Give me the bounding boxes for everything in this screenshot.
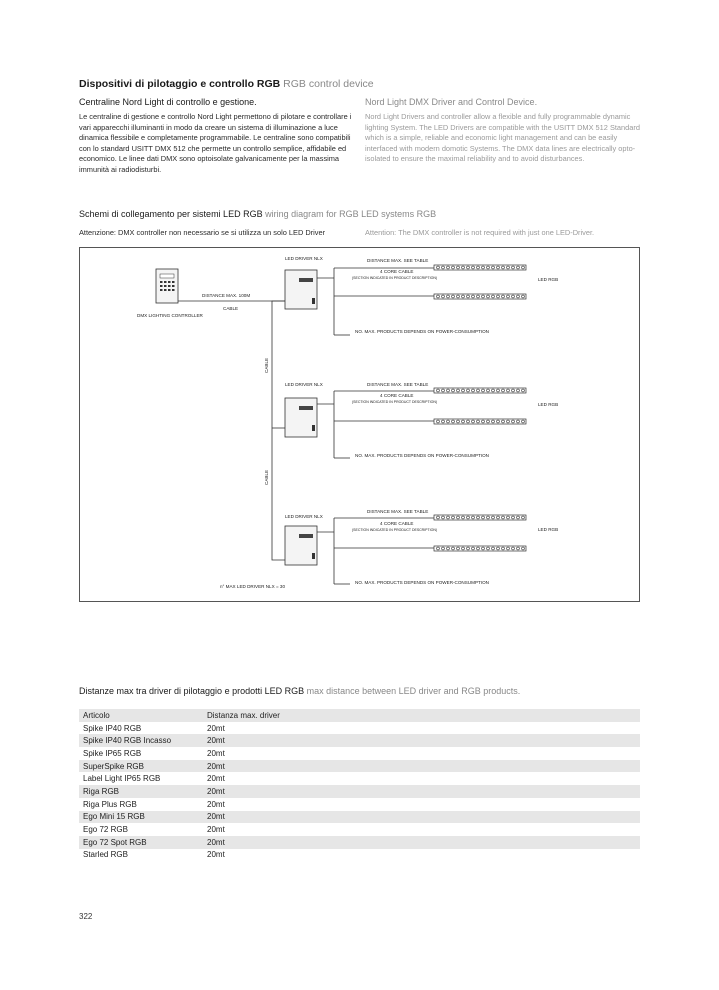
page-title [79, 78, 374, 90]
cell-article: SuperSpike RGB [83, 761, 144, 771]
section-note-label: (SECTION INDICATED IN PRODUCT DESCRIPTION) [352, 528, 438, 532]
title-it: Dispositivi di pilotaggio e controllo RGB [79, 78, 281, 90]
led-strip [434, 294, 526, 299]
distance-see-table-label: DISTANCE MAX. SEE TABLE [367, 258, 429, 263]
table-row [79, 734, 640, 747]
cell-distance: 20mt [207, 825, 225, 835]
cable-vertical-label-1: CABLE [264, 357, 269, 373]
table-row [79, 760, 640, 773]
wiring-note-en: Attention: The DMX controller is not required with just one LED-Driver. [365, 228, 595, 237]
page-number: 322 [79, 912, 93, 921]
led-rgb-label: LED RGB [538, 277, 559, 282]
max-products-label: NO. MAX. PRODUCTS DEPENDS ON POWER-CONSUMPTION [355, 329, 489, 334]
table-row [79, 798, 640, 811]
table-row [79, 836, 640, 849]
table-row [79, 823, 640, 836]
wiring-note-it: Attenzione: DMX controller non necessario se si utilizza un solo LED Driver [79, 228, 326, 237]
cell-article: Spike IP65 RGB [83, 748, 142, 758]
led-rgb-label: LED RGB [538, 402, 559, 407]
max-products-label: NO. MAX. PRODUCTS DEPENDS ON POWER-CONSUMPTION [355, 453, 489, 458]
distance-see-table-label: DISTANCE MAX. SEE TABLE [367, 509, 429, 514]
cell-article: Ego 72 RGB [83, 825, 128, 835]
cell-distance: 20mt [207, 786, 225, 796]
distances-heading-en: max distance between LED driver and RGB products. [304, 686, 521, 696]
core-cable-label: 4 CORE CABLE [380, 393, 414, 398]
led-strip [434, 515, 526, 520]
max-products-label: NO. MAX. PRODUCTS DEPENDS ON POWER-CONSUMPTION [355, 580, 489, 585]
section-note-label: (SECTION INDICATED IN PRODUCT DESCRIPTION) [352, 400, 438, 404]
dmx-controller-device [156, 269, 178, 303]
cable-label: CABLE [223, 306, 239, 311]
cell-distance: 20mt [207, 774, 225, 784]
table-row [79, 811, 640, 824]
wiring-heading [79, 209, 436, 219]
driver-label: LED DRIVER NLX [285, 514, 323, 519]
cell-article: Ego 72 Spot RGB [83, 837, 147, 847]
driver-label: LED DRIVER NLX [285, 382, 323, 387]
table-row [79, 747, 640, 760]
column-header-distance: Distanza max. driver [207, 710, 280, 720]
cell-distance: 20mt [207, 761, 225, 771]
table-row [79, 849, 640, 862]
table-row [79, 785, 640, 798]
cell-distance: 20mt [207, 837, 225, 847]
cell-distance: 20mt [207, 723, 225, 733]
title-en: RGB control device [280, 78, 374, 90]
cell-article: Riga Plus RGB [83, 799, 137, 809]
max-drivers-label: n° MAX LED DRIVER NLX = 30 [220, 584, 286, 589]
trunk-lines [178, 301, 285, 560]
cell-distance: 20mt [207, 736, 225, 746]
led-strip [434, 388, 526, 393]
column-header-article: Articolo [83, 710, 110, 720]
section-note-label: (SECTION INDICATED IN PRODUCT DESCRIPTION) [352, 276, 438, 280]
cell-distance: 20mt [207, 799, 225, 809]
table-row [79, 722, 640, 735]
distances-table [79, 709, 640, 861]
distances-heading [79, 686, 520, 696]
table-row [79, 772, 640, 785]
led-strips [434, 265, 526, 551]
led-strip [434, 546, 526, 551]
led-strip [434, 265, 526, 270]
cell-article: Label Light IP65 RGB [83, 774, 161, 784]
cell-article: Spike IP40 RGB Incasso [83, 736, 172, 746]
cell-distance: 20mt [207, 850, 225, 860]
intro-text-it: Le centraline di gestione e controllo Nord Light permettono di pilotare e controllare i vari apparecchi illuminanti in modo da creare un sistema di illuminazione a luce dinamica flessibile e completamente programmabile. Le centraline sono compatibili con lo standard USITT DMX 512 che permette un controllo semplice, affidabile ed economico. Le linee dati DMX sono optoisolate galvanicamente per la massima immunità ai radiodisturbi. [79, 112, 352, 174]
table-header-row [79, 709, 640, 722]
cell-distance: 20mt [207, 748, 225, 758]
distance-see-table-label: DISTANCE MAX. SEE TABLE [367, 382, 429, 387]
wiring-heading-en: wiring diagram for RGB LED systems RGB [262, 209, 437, 219]
cell-article: Spike IP40 RGB [83, 723, 142, 733]
intro-subtitle-en: Nord Light DMX Driver and Control Device. [365, 97, 538, 107]
led-rgb-label: LED RGB [538, 527, 559, 532]
wiring-diagram [79, 247, 640, 602]
wiring-diagram-svg [80, 248, 639, 601]
cable-vertical-label-2: CABLE [264, 469, 269, 485]
intro-subtitle-it: Centraline Nord Light di controllo e gestione. [79, 97, 257, 107]
controller-label: DMX LIGHTING CONTROLLER [137, 313, 203, 318]
intro-text-en: Nord Light Drivers and controller allow a flexible and fully programmable dynamic lighting System. The LED Drivers are compatible with the USITT DMX 512 Standard which is a simple, reliable and economic light management and can be easily interfaced with modern domotic Systems. The DMX data lines are electrically opto-isolated to ensure the maximal reliability and to avoid disturbances. [365, 112, 640, 164]
core-cable-label: 4 CORE CABLE [380, 269, 414, 274]
cell-article: Ego Mini 15 RGB [83, 812, 145, 822]
cell-distance: 20mt [207, 812, 225, 822]
core-cable-label: 4 CORE CABLE [380, 521, 414, 526]
distance-max-label: DISTANCE MAX. 100M [202, 293, 251, 298]
wiring-heading-it: Schemi di collegamento per sistemi LED RGB [79, 209, 263, 219]
cell-article: Starled RGB [83, 850, 128, 860]
driver-label: LED DRIVER NLX [285, 256, 323, 261]
led-strip [434, 419, 526, 424]
cell-article: Riga RGB [83, 786, 120, 796]
distances-heading-it: Distanze max tra driver di pilotaggio e prodotti LED RGB [79, 686, 305, 696]
